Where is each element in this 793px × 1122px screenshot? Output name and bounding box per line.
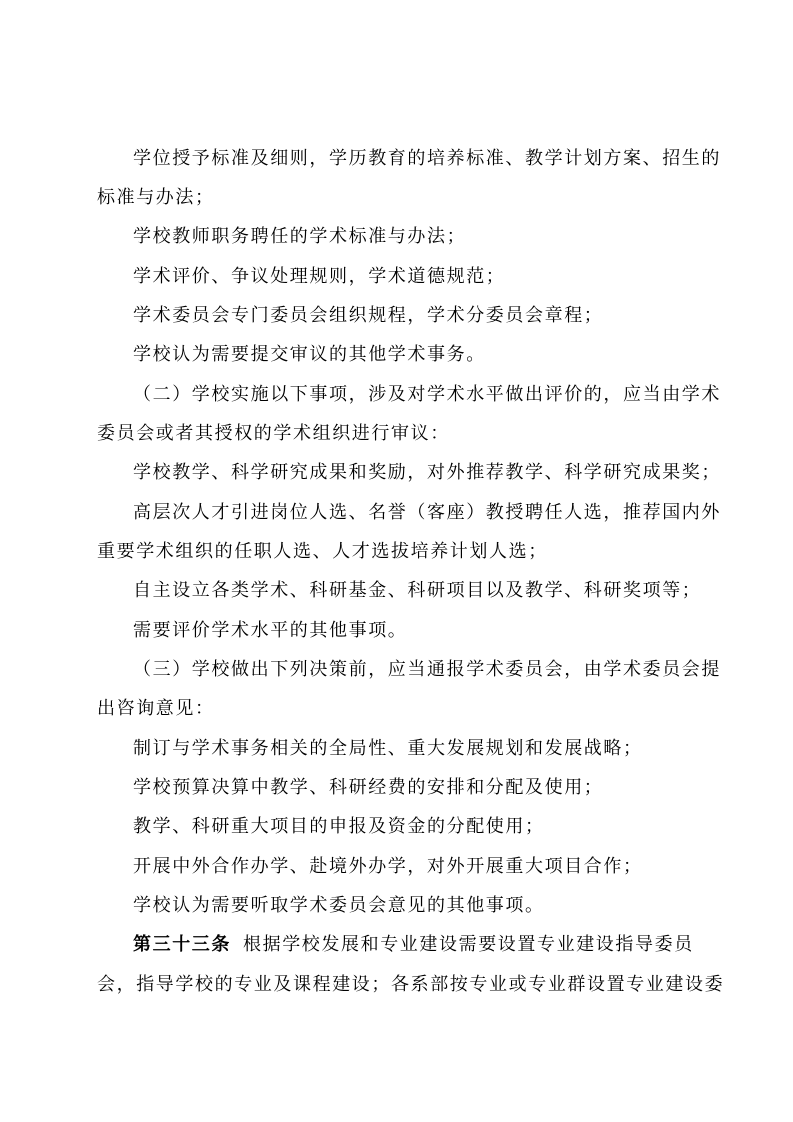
paragraph-line: 学校预算决算中教学、科研经费的安排和分配及使用；	[133, 777, 604, 798]
paragraph-line: 标准与办法；	[97, 187, 215, 208]
paragraph-line: 制订与学术事务相关的全局性、重大发展规划和发展战略；	[133, 738, 643, 759]
paragraph-line: 学位授予标准及细则，学历教育的培养标准、教学计划方案、招生的	[133, 148, 721, 169]
paragraph-line: 学术评价、争议处理规则，学术道德规范；	[133, 266, 506, 287]
article-title: 第三十三条	[133, 934, 231, 955]
paragraph-line: 会，指导学校的专业及课程建设；各系部按专业或专业群设置专业建设委	[97, 974, 725, 995]
article-line	[133, 934, 694, 956]
paragraph-line: 学校教师职务聘任的学术标准与办法；	[133, 226, 467, 247]
paragraph-line: 重要学术组织的任职人选、人才选拔培养计划人选；	[97, 541, 548, 562]
paragraph-line: 委员会或者其授权的学术组织进行审议：	[97, 423, 450, 444]
paragraph-line: 需要评价学术水平的其他事项。	[133, 620, 408, 641]
section-heading-line: （二）学校实施以下事项，涉及对学术水平做出评价的，应当由学术	[133, 384, 721, 405]
paragraph-line: 学校认为需要提交审议的其他学术事务。	[133, 344, 486, 365]
paragraph-line: 学术委员会专门委员会组织规程，学术分委员会章程；	[133, 305, 604, 326]
section-heading-line: （三）学校做出下列决策前，应当通报学术委员会，由学术委员会提	[133, 659, 721, 680]
article-text: 根据学校发展和专业建设需要设置专业建设指导委员	[243, 934, 694, 955]
paragraph-line: 出咨询意见：	[97, 698, 215, 719]
paragraph-line: 教学、科研重大项目的申报及资金的分配使用；	[133, 816, 545, 837]
paragraph-line: 自主设立各类学术、科研基金、科研项目以及教学、科研奖项等；	[133, 580, 702, 601]
paragraph-line: 学校教学、科学研究成果和奖励，对外推荐教学、科学研究成果奖；	[133, 462, 721, 483]
paragraph-line: 开展中外合作办学、赴境外办学，对外开展重大项目合作；	[133, 856, 643, 877]
paragraph-line: 高层次人才引进岗位人选、名誉（客座）教授聘任人选，推荐国内外	[133, 502, 721, 523]
paragraph-line: 学校认为需要听取学术委员会意见的其他事项。	[133, 895, 545, 916]
